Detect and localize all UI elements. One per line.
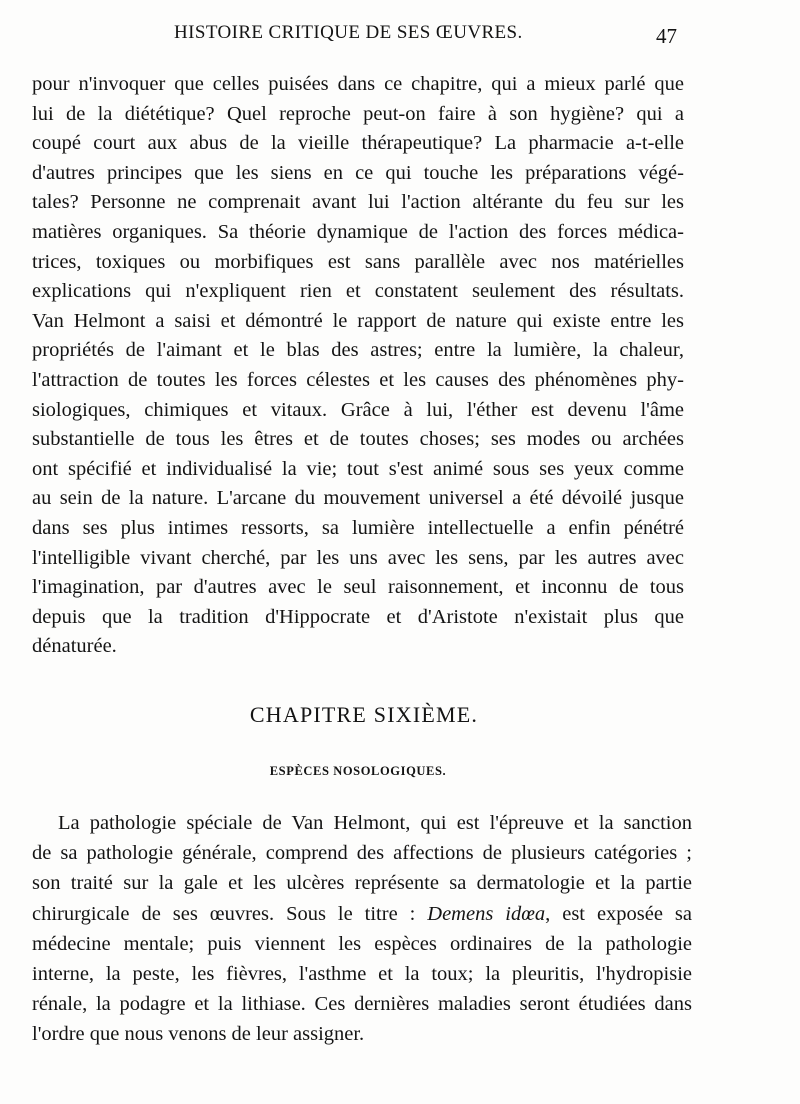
text-line: depuis que la tradition d'Hippocrate et d'Aristote n'existait plus que <box>32 605 684 628</box>
text-line <box>32 899 692 929</box>
text-line: propriétés de l'aimant et le blas des astres; entre la lumière, la chaleur, <box>32 339 684 362</box>
text-line: l'attraction de toutes les forces célestes et les causes des phénomènes phy- <box>32 368 684 391</box>
text-line: d'autres principes que les siens en ce qui touche les préparations végé- <box>32 161 684 184</box>
text-line: au sein de la nature. L'arcane du mouvement universel a été dévoilé jusque <box>32 487 684 510</box>
chapter-subtitle: ESPÈCES NOSOLOGIQUES. <box>269 764 447 778</box>
text-line: dans ses plus intimes ressorts, sa lumière intellectuelle a enfin pénétré <box>32 516 684 539</box>
text-line: son traité sur la gale et les ulcères représente sa dermatologie et la partie <box>32 872 692 895</box>
text-line: ont spécifié et individualisé la vie; tout s'est animé sous ses yeux comme <box>32 457 684 480</box>
page-number: 47 <box>656 24 677 48</box>
text-line: pour n'invoquer que celles puisées dans ce chapitre, qui a mieux parlé que <box>32 73 684 95</box>
text-line: dénaturée. <box>32 635 117 658</box>
text-line: tales? Personne ne comprenait avant lui l'action altérante du feu sur les <box>32 191 684 214</box>
chapter-title: CHAPITRE SIXIÈME. <box>249 702 479 727</box>
text-line: matières organiques. Sa théorie dynamique de l'action des forces médica- <box>32 220 684 243</box>
text-line: lui de la diététique? Quel reproche peut-on faire à son hygiène? qui a <box>32 102 684 125</box>
text-line: rénale, la podagre et la lithiase. Ces dernières maladies seront étudiées dans <box>32 993 692 1016</box>
text-line: médecine mentale; puis viennent les espèces ordinaires de la pathologie <box>32 932 692 955</box>
paragraph-continued <box>32 70 684 662</box>
text-line: trices, toxiques ou morbifiques est sans parallèle avec nos matérielles <box>32 250 684 273</box>
text-line: l'ordre que nous venons de leur assigner. <box>32 1023 365 1046</box>
text-line: substantielle de tous les êtres et de toutes choses; ses modes ou archées <box>32 428 684 451</box>
text-line: explications qui n'expliquent rien et constatent seulement des résultats. <box>32 280 684 303</box>
italic-title: Demens idœa <box>427 902 546 925</box>
text-segment: , est exposée sa <box>545 902 693 925</box>
text-line: interne, la peste, les fièvres, l'asthme et la toux; la pleuritis, l'hydropisie <box>32 962 692 985</box>
text-line: Van Helmont a saisi et démontré le rapport de nature qui existe entre les <box>32 309 684 332</box>
running-head <box>0 22 800 52</box>
chapter-paragraph <box>32 808 692 1050</box>
running-title: HISTOIRE CRITIQUE DE SES ŒUVRES. <box>174 22 523 43</box>
text-line: coupé court aux abus de la vieille thérapeutique? La pharmacie a-t-elle <box>32 132 684 155</box>
text-line: siologiques, chimiques et vitaux. Grâce à lui, l'éther est devenu l'âme <box>32 398 684 421</box>
text-segment: chirurgicale de ses œuvres. Sous le titre : <box>32 902 428 925</box>
text-line: l'imagination, par d'autres avec le seul raisonnement, et inconnu de tous <box>32 576 684 599</box>
text-line: La pathologie spéciale de Van Helmont, qui est l'épreuve et la sanction <box>58 812 692 834</box>
text-line: de sa pathologie générale, comprend des affections de plusieurs catégories ; <box>32 842 692 865</box>
text-line: l'intelligible vivant cherché, par les uns avec les sens, par les autres avec <box>32 546 684 569</box>
